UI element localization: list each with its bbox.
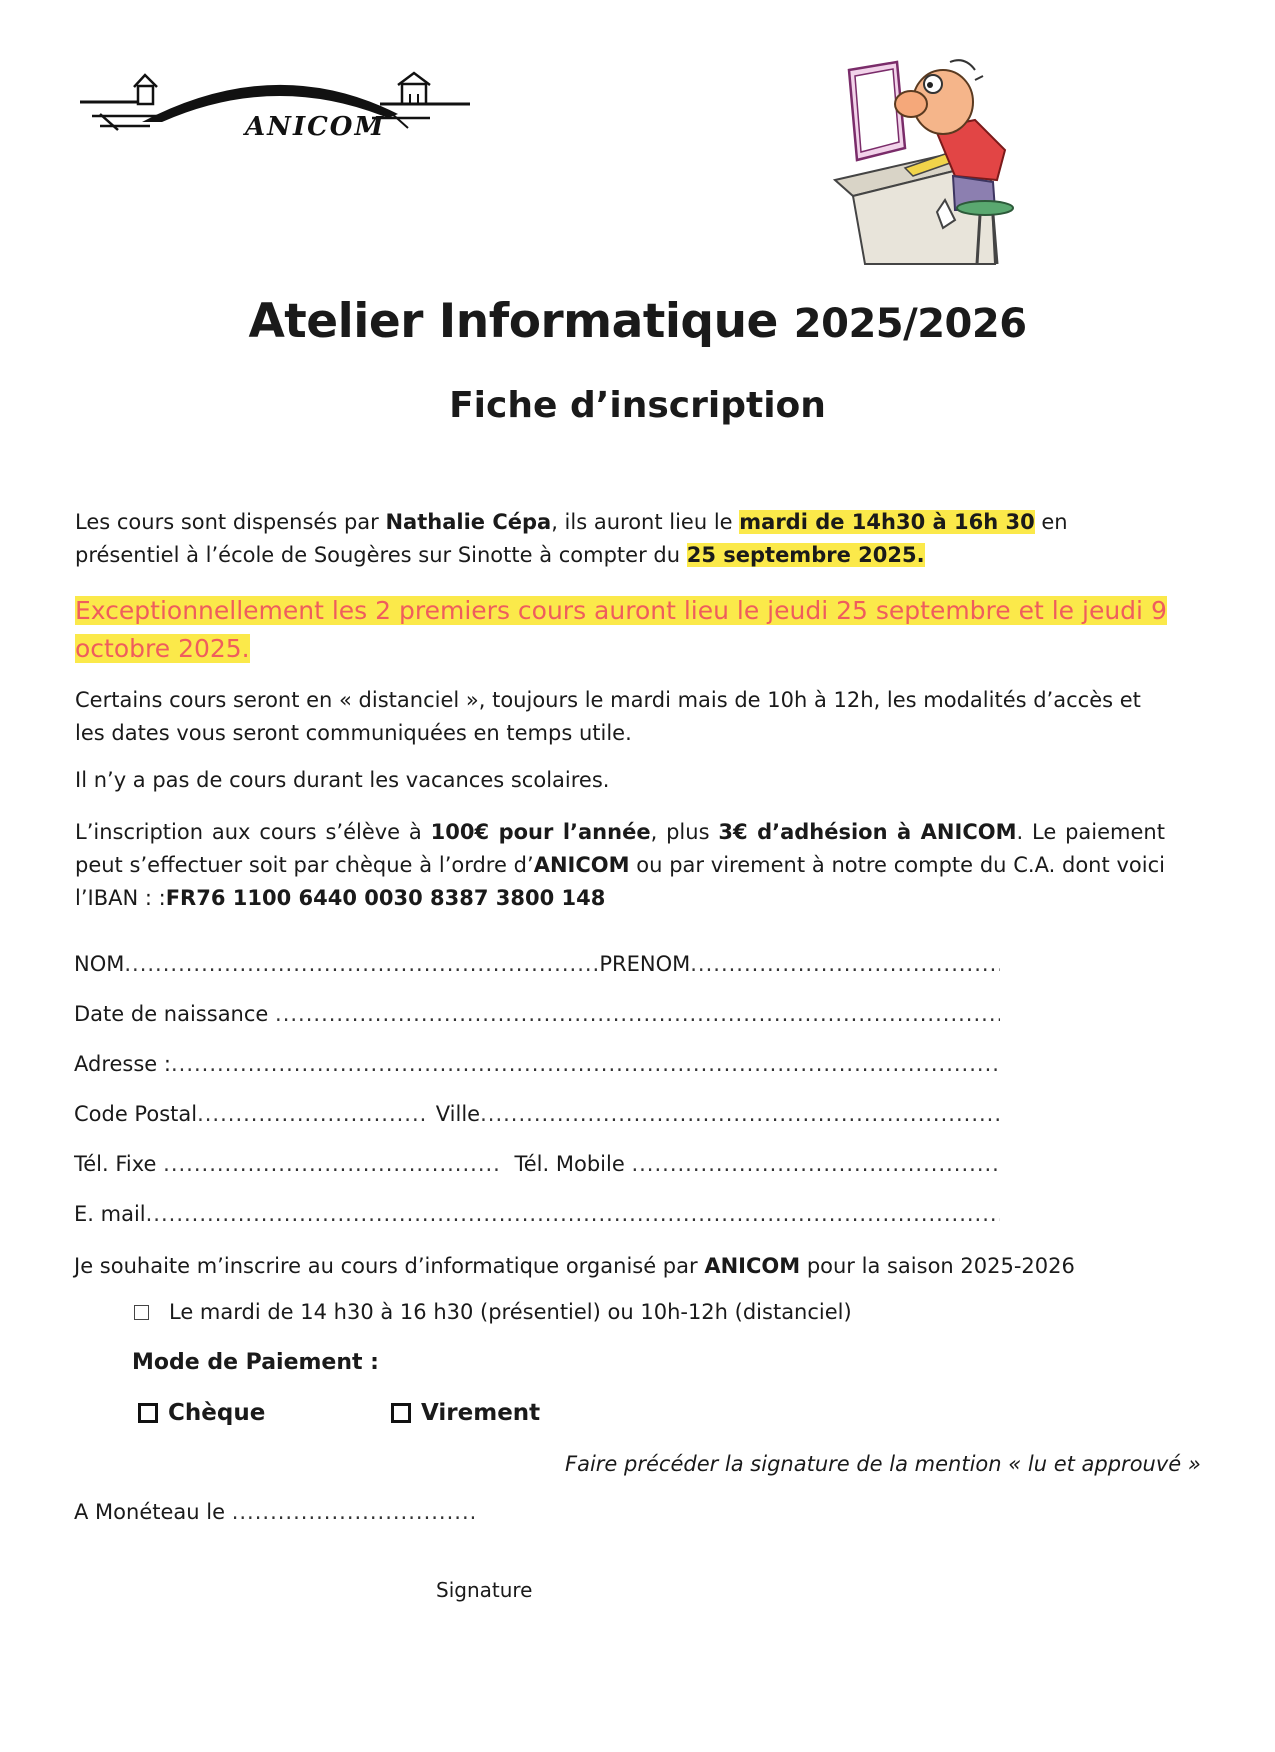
teacher-name: Nathalie Cépa bbox=[385, 510, 552, 534]
lieu-date-row bbox=[74, 1500, 474, 1530]
adresse-row bbox=[74, 1052, 1000, 1082]
date-naissance-row bbox=[74, 1002, 1000, 1032]
prenom-field[interactable] bbox=[690, 952, 1000, 976]
schedule-highlight: mardi de 14h30 à 16h 30 bbox=[739, 510, 1035, 534]
date-naissance-label: Date de naissance bbox=[74, 1002, 269, 1026]
date-signature-field[interactable] bbox=[232, 1500, 474, 1524]
email-label: E. mail bbox=[74, 1202, 146, 1226]
page-title bbox=[0, 294, 1275, 349]
souhait-org: ANICOM bbox=[704, 1254, 801, 1278]
anicom-logo bbox=[80, 70, 525, 150]
tel-mobile-label: Tél. Mobile bbox=[514, 1152, 625, 1176]
cartoon-computer-icon bbox=[825, 50, 1035, 265]
cheque-option[interactable] bbox=[138, 1400, 265, 1426]
virement-option[interactable] bbox=[391, 1400, 540, 1426]
email-field[interactable] bbox=[146, 1202, 1000, 1226]
membership-text: 3€ d’adhésion à ANICOM bbox=[718, 820, 1017, 844]
distanciel-paragraph: Certains cours seront en « distanciel », toujours le mardi mais de 10h à 12h, les modalités d’accès et les dates vous seront communiquées en temps utile. bbox=[75, 688, 1141, 745]
intro-paragraph bbox=[75, 506, 1170, 572]
tarif-paragraph bbox=[75, 816, 1165, 915]
souhait-text-1: Je souhaite m’inscrire au cours d’informatique organisé par bbox=[74, 1254, 705, 1278]
cheque-checkbox[interactable] bbox=[138, 1403, 158, 1423]
registration-statement bbox=[74, 1250, 1075, 1283]
signature-label: Signature bbox=[436, 1578, 533, 1602]
adresse-label: Adresse : bbox=[74, 1052, 171, 1076]
code-postal-label: Code Postal bbox=[74, 1102, 198, 1126]
exception-notice bbox=[75, 592, 1170, 668]
tel-fixe-label: Tél. Fixe bbox=[74, 1152, 157, 1176]
iban-value: FR76 1100 6440 0030 8387 3800 148 bbox=[165, 886, 606, 910]
signature-mention: Faire précéder la signature de la mention « lu et approuvé » bbox=[565, 1452, 1201, 1476]
ville-label: Ville bbox=[435, 1102, 481, 1126]
lieu-label: A Monéteau le bbox=[74, 1500, 225, 1524]
ville-field[interactable] bbox=[480, 1102, 1000, 1126]
code-postal-ville-row bbox=[74, 1102, 1000, 1132]
virement-checkbox[interactable] bbox=[391, 1403, 411, 1423]
vacances-paragraph: Il n’y a pas de cours durant les vacances scolaires. bbox=[75, 768, 610, 792]
tel-mobile-field[interactable] bbox=[631, 1152, 1000, 1176]
souhait-text-2: pour la saison 2025-2026 bbox=[800, 1254, 1075, 1278]
price-text: 100€ pour l’année bbox=[430, 820, 651, 844]
prenom-label: PRENOM bbox=[599, 952, 691, 976]
payment-mode-heading: Mode de Paiement : bbox=[132, 1350, 379, 1375]
course-option-label: Le mardi de 14 h30 à 16 h30 (présentiel) ou 10h-12h (distanciel) bbox=[169, 1300, 852, 1324]
title-year: 2025/2026 bbox=[793, 301, 1027, 347]
nom-prenom-row bbox=[74, 952, 1000, 982]
intro-text-2: , ils auront lieu le bbox=[551, 510, 740, 534]
telephone-row bbox=[74, 1152, 1000, 1182]
start-date-highlight: 25 septembre 2025. bbox=[686, 543, 925, 567]
course-checkbox[interactable] bbox=[134, 1305, 149, 1320]
tarif-text-2: , plus bbox=[650, 820, 719, 844]
code-postal-field[interactable] bbox=[197, 1102, 429, 1126]
tarif-text-4: ou par virement à notre compte du C.A. dont voici l’IBAN : : bbox=[75, 853, 1165, 910]
nom-field[interactable] bbox=[124, 952, 599, 976]
adresse-field[interactable] bbox=[171, 1052, 1000, 1076]
date-naissance-field[interactable] bbox=[275, 1002, 1000, 1026]
page-subtitle: Fiche d’inscription bbox=[449, 385, 826, 426]
logo-text: ANICOM bbox=[245, 112, 386, 142]
title-main: Atelier Informatique bbox=[248, 294, 778, 349]
intro-text-3: en présentiel à l’école de Sougères sur Sinotte à compter du bbox=[75, 510, 1068, 567]
tarif-text-3: . Le paiement peut s’effectuer soit par chèque à l’ordre d’ bbox=[75, 820, 1165, 877]
intro-text-1: Les cours sont dispensés par bbox=[75, 510, 386, 534]
cheque-label: Chèque bbox=[168, 1400, 266, 1426]
computer-user-illustration bbox=[825, 50, 1035, 265]
course-option[interactable] bbox=[134, 1300, 852, 1324]
payee-name: ANICOM bbox=[533, 853, 630, 877]
virement-label: Virement bbox=[421, 1400, 541, 1426]
tarif-text-1: L’inscription aux cours s’élève à bbox=[75, 820, 431, 844]
nom-label: NOM bbox=[74, 952, 125, 976]
exception-text: Exceptionnellement les 2 premiers cours auront lieu le jeudi 25 septembre et le jeudi 9 octobre 2025. bbox=[75, 596, 1167, 663]
email-row bbox=[74, 1202, 1000, 1232]
tel-fixe-field[interactable] bbox=[163, 1152, 501, 1176]
